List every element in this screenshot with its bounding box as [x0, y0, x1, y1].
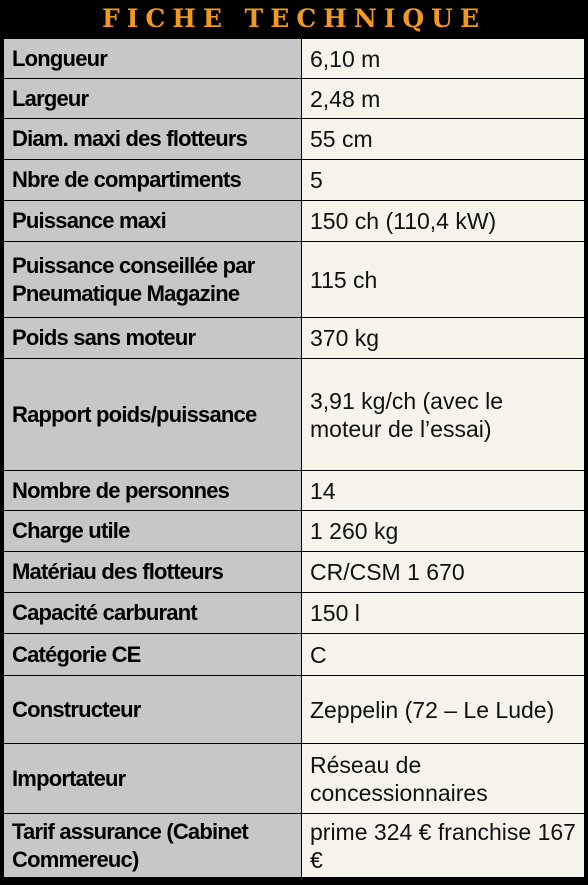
row-value-carburant: 150 l — [302, 593, 585, 634]
table-row — [4, 242, 585, 318]
row-label-longueur: Longueur — [4, 39, 302, 79]
table-row — [4, 201, 585, 242]
table-row — [4, 471, 585, 511]
row-value-puissance-conseillee: 115 ch — [302, 242, 585, 318]
row-label-constructeur: Constructeur — [4, 676, 302, 744]
table-row — [4, 318, 585, 359]
table-row — [4, 634, 585, 676]
row-value-puissance-maxi: 150 ch (110,4 kW) — [302, 201, 585, 242]
table-row — [4, 814, 585, 878]
row-value-charge-utile: 1 260 kg — [302, 511, 585, 552]
row-label-importateur: Importateur — [4, 744, 302, 814]
row-label-charge-utile: Charge utile — [4, 511, 302, 552]
row-value-compartiments: 5 — [302, 160, 585, 201]
row-label-largeur: Largeur — [4, 79, 302, 119]
row-value-materiau: CR/CSM 1 670 — [302, 552, 585, 593]
table-row — [4, 676, 585, 744]
table-row — [4, 593, 585, 634]
row-value-diametre: 55 cm — [302, 119, 585, 160]
table-row — [4, 511, 585, 552]
row-label-tarif: Tarif assurance (Cabinet Commereuc) — [4, 814, 302, 878]
row-value-tarif: prime 324 € franchise 167 € — [302, 814, 585, 878]
row-label-puissance-maxi: Puissance maxi — [4, 201, 302, 242]
spec-table — [3, 38, 585, 878]
row-value-categorie: C — [302, 634, 585, 676]
row-value-importateur: Réseau de concessionnaires — [302, 744, 585, 814]
table-row — [4, 160, 585, 201]
row-label-carburant: Capacité carburant — [4, 593, 302, 634]
table-row — [4, 744, 585, 814]
table-row — [4, 79, 585, 119]
row-label-personnes: Nombre de personnes — [4, 471, 302, 511]
row-label-diametre: Diam. maxi des flotteurs — [4, 119, 302, 160]
table-row — [4, 119, 585, 160]
row-value-personnes: 14 — [302, 471, 585, 511]
row-label-compartiments: Nbre de compartiments — [4, 160, 302, 201]
row-value-rapport: 3,91 kg/ch (avec le moteur de l’essai) — [302, 359, 585, 471]
row-label-poids: Poids sans moteur — [4, 318, 302, 359]
sheet-title: FICHE TECHNIQUE — [101, 3, 487, 33]
row-label-puissance-conseillee: Puissance conseillée par Pneumatique Magazine — [4, 242, 302, 318]
table-row — [4, 39, 585, 79]
row-label-categorie: Catégorie CE — [4, 634, 302, 676]
row-value-constructeur: Zeppelin (72 – Le Lude) — [302, 676, 585, 744]
table-row — [4, 552, 585, 593]
row-value-largeur: 2,48 m — [302, 79, 585, 119]
row-label-materiau: Matériau des flotteurs — [4, 552, 302, 593]
row-value-poids: 370 kg — [302, 318, 585, 359]
row-value-longueur: 6,10 m — [302, 39, 585, 79]
table-row — [4, 359, 585, 471]
row-label-rapport: Rapport poids/puissance — [4, 359, 302, 471]
